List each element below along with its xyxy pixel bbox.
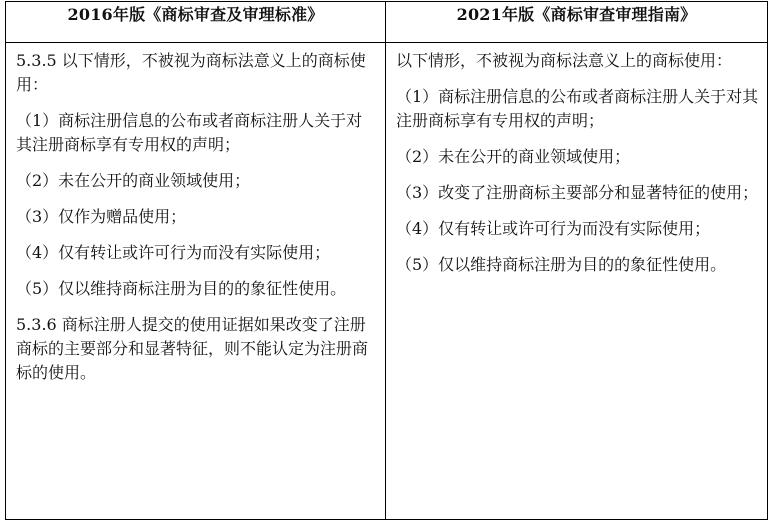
left-paragraph-5-3-5: 5.3.5 以下情形，不被视为商标法意义上的商标使用：	[16, 51, 366, 94]
right-item-4: （4）仅有转让或许可行为而没有实际使用；	[396, 219, 711, 238]
comparison-table	[5, 1, 768, 520]
right-item-5: （5）仅以维持商标注册为目的的象征性使用。	[396, 255, 727, 274]
right-intro-paragraph: 以下情形，不被视为商标法意义上的商标使用：	[396, 51, 733, 70]
header-2016-edition: 2016年版《商标审查及审理标准》	[6, 2, 386, 43]
right-column-cell	[386, 43, 768, 520]
left-item-1: （1）商标注册信息的公布或者商标注册人关于对其注册商标享有专用权的声明；	[16, 111, 363, 154]
left-item-5: （5）仅以维持商标注册为目的的象征性使用。	[16, 279, 347, 298]
right-item-3: （3）改变了注册商标主要部分和显著特征的使用；	[396, 183, 759, 202]
left-item-3: （3）仅作为赠品使用；	[16, 207, 187, 226]
table-content-row	[6, 43, 768, 520]
left-column-cell	[6, 43, 386, 520]
right-item-2: （2）未在公开的商业领域使用；	[396, 147, 631, 166]
table-header-row	[6, 2, 768, 43]
left-item-4: （4）仅有转让或许可行为而没有实际使用；	[16, 243, 331, 262]
right-item-1: （1）商标注册信息的公布或者商标注册人关于对其注册商标享有专用权的声明；	[396, 87, 759, 130]
left-item-2: （2）未在公开的商业领域使用；	[16, 171, 251, 190]
header-2021-edition: 2021年版《商标审查审理指南》	[386, 2, 768, 43]
left-paragraph-5-3-6: 5.3.6 商标注册人提交的使用证据如果改变了注册商标的主要部分和显著特征，则不能认定为注册商标的使用。	[16, 315, 369, 382]
